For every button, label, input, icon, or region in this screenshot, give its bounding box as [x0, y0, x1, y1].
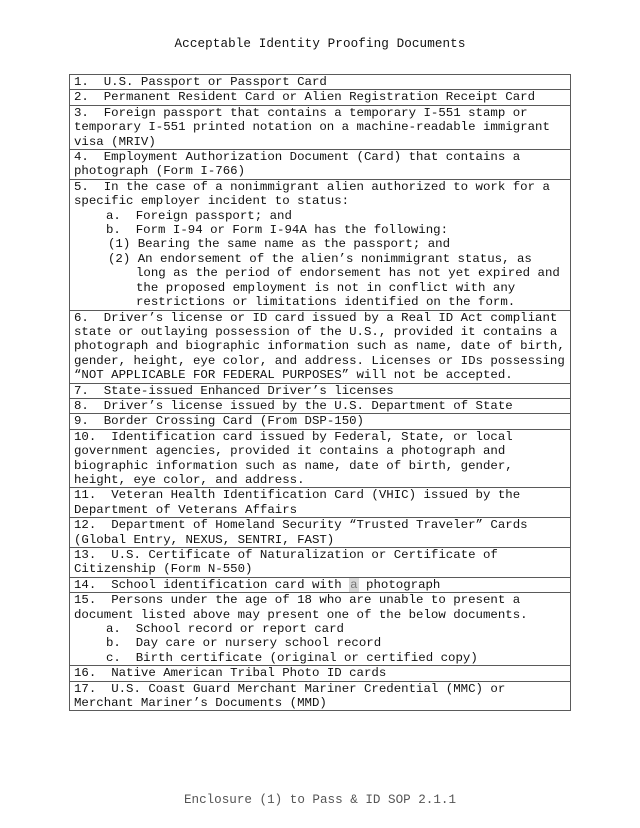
table-row — [70, 90, 571, 105]
list-item — [70, 666, 571, 681]
item-text: Permanent Resident Card or Alien Registration Receipt Card — [103, 90, 536, 105]
list-item — [70, 75, 571, 90]
sub-item: c. Birth certificate (original or certified copy) — [106, 650, 478, 665]
item-text: Driver’s license issued by the U.S. Department of State — [103, 398, 513, 413]
item-text: Department of Homeland Security “Trusted Traveler” Cards (Global Entry, NEXUS, SENTRI, FAST) — [74, 518, 536, 547]
list-item — [70, 577, 571, 592]
item-number: 12. — [74, 518, 97, 533]
list-item — [70, 593, 571, 666]
list-item — [70, 518, 571, 548]
table-row — [70, 548, 571, 578]
table-row — [70, 75, 571, 90]
item-text: Persons under the age of 18 who are unable to present a document listed above may present one of the below documents. — [74, 593, 528, 622]
item-number: 3. — [74, 105, 89, 120]
item-number: 8. — [74, 398, 89, 413]
table-row — [70, 593, 571, 666]
item-number: 4. — [74, 150, 89, 165]
list-item — [70, 310, 571, 383]
item-number: 5. — [74, 179, 89, 194]
list-item — [70, 681, 571, 711]
highlighted-text: a — [350, 577, 358, 592]
list-item — [70, 398, 571, 413]
sub-sub-item: (1) Bearing the same name as the passport; and — [108, 237, 451, 252]
table-row — [70, 577, 571, 592]
item-text: Driver’s license or ID card issued by a Real ID Act compliant state or outlaying possession of the U.S., provided it contains a photograph and biographic information such as name, date of birth, gender, height, eye color, and address. Licenses or IDs possessing “NOT APPLICABLE FOR FEDERAL PURPOSES” will not be accepted. — [74, 310, 573, 383]
list-item — [70, 150, 571, 180]
table-row — [70, 179, 571, 310]
item-number: 7. — [74, 383, 89, 398]
item-text: Veteran Health Identification Card (VHIC) issued by the Department of Veterans Affairs — [74, 488, 528, 517]
table-row — [70, 383, 571, 398]
item-text: State-issued Enhanced Driver’s licenses — [103, 383, 394, 398]
item-text: Native American Tribal Photo ID cards — [111, 666, 387, 681]
sub-item: b. Form I-94 or Form I-94A has the following: — [106, 223, 449, 238]
page-title: Acceptable Identity Proofing Documents — [174, 37, 466, 51]
item-text: U.S. Certificate of Naturalization or Certificate of Citizenship (Form N-550) — [74, 548, 506, 577]
item-text: U.S. Coast Guard Merchant Mariner Credential (MMC) or Merchant Mariner’s Documents (MMD) — [74, 681, 513, 711]
item-text: In the case of a nonimmigrant alien authorized to work for a specific employer incident to status: — [74, 179, 558, 209]
list-item — [70, 383, 571, 398]
documents-table — [69, 74, 571, 711]
item-text: Employment Authorization Document (Card) that contains a photograph (Form I-766) — [74, 150, 528, 179]
table-row — [70, 488, 571, 518]
list-item — [70, 90, 571, 105]
item-number: 10. — [74, 429, 97, 444]
item-text: Foreign passport that contains a temporary I-551 stamp or temporary I-551 printed notation on a machine-readable immigrant visa (MRIV) — [74, 105, 558, 149]
footer: Enclosure (1) to Pass & ID SOP 2.1.1 — [183, 793, 457, 807]
item-text: photograph — [358, 577, 441, 592]
list-item — [70, 488, 571, 518]
table-row — [70, 105, 571, 149]
list-item — [70, 414, 571, 429]
item-number: 16. — [74, 666, 97, 681]
item-text: Border Crossing Card (From DSP-150) — [103, 414, 364, 429]
sub-item: a. School record or report card — [106, 622, 344, 637]
table-row — [70, 310, 571, 383]
table-row — [70, 681, 571, 711]
item-number: 13. — [74, 548, 97, 562]
table-row — [70, 518, 571, 548]
item-number: 14. — [74, 577, 97, 592]
item-number: 9. — [74, 414, 89, 429]
table-row — [70, 150, 571, 180]
table-row — [70, 414, 571, 429]
item-text: U.S. Passport or Passport Card — [103, 75, 327, 89]
list-item — [70, 179, 571, 310]
table-row — [70, 666, 571, 681]
item-number: 6. — [74, 310, 89, 325]
list-item — [70, 548, 571, 578]
sub-item: b. Day care or nursery school record — [106, 636, 382, 651]
table-row — [70, 429, 571, 488]
item-text: School identification card with — [111, 577, 350, 592]
item-number: 15. — [74, 593, 97, 608]
sub-item: a. Foreign passport; and — [106, 208, 292, 223]
item-number: 17. — [74, 681, 97, 696]
sub-sub-item: (2) An endorsement of the alien’s nonimmigrant status, as long as the period of endorsement has not yet expired and the proposed employment is not in conflict with any restrictions or limitations identified on the form. — [108, 251, 568, 310]
list-item — [70, 105, 571, 149]
list-item — [70, 429, 571, 488]
item-text: Identification card issued by Federal, State, or local government agencies, provided it contains a photograph and biographic information such as name, date of birth, gender, height, eye color, and address. — [74, 429, 521, 487]
item-number: 2. — [74, 90, 89, 105]
item-number: 11. — [74, 488, 97, 503]
item-number: 1. — [74, 75, 89, 89]
table-row — [70, 398, 571, 413]
